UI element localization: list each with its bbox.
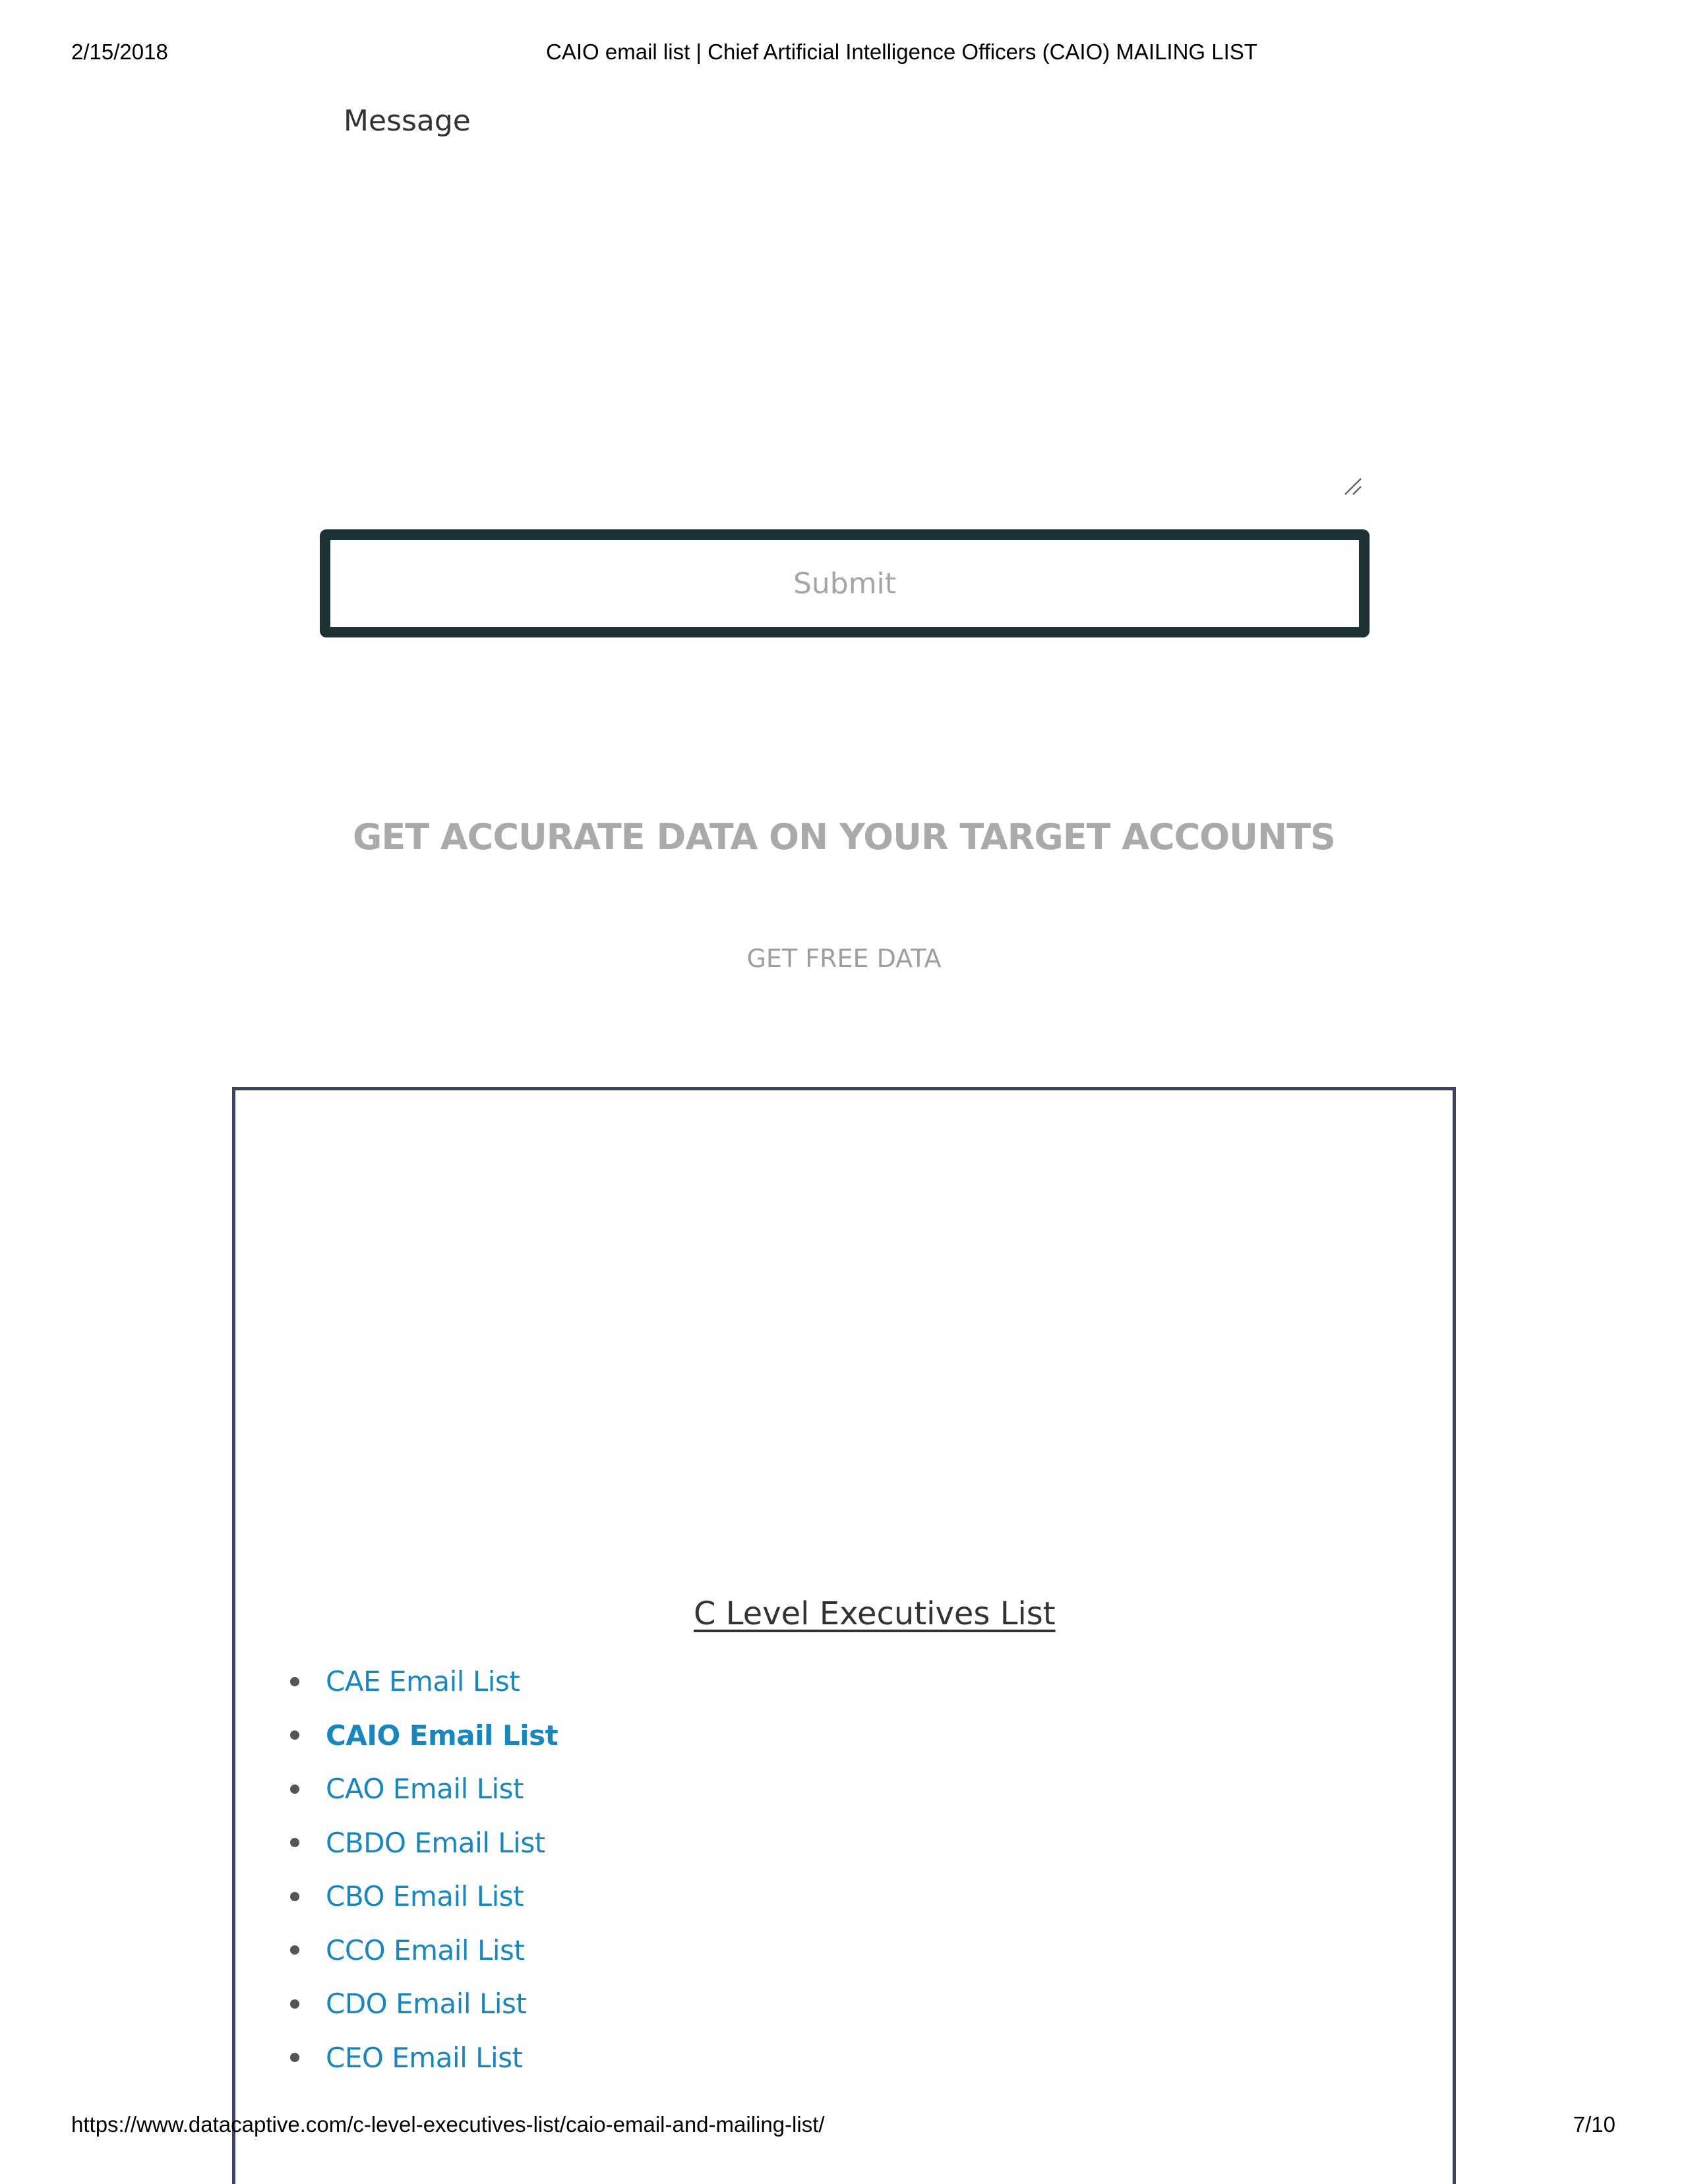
get-free-data-link[interactable]: GET FREE DATA	[746, 944, 942, 973]
list-item	[290, 1816, 558, 1870]
print-page-number: 7/10	[1573, 2112, 1615, 2137]
exec-list-link[interactable]: CDO Email List	[326, 1988, 527, 2021]
exec-list-link[interactable]: CBDO Email List	[326, 1826, 545, 1859]
exec-list-link[interactable]: CCO Email List	[326, 1933, 525, 1966]
print-date: 2/15/2018	[71, 40, 168, 64]
bullet-icon	[290, 1945, 299, 1955]
exec-list-link[interactable]: CAO Email List	[326, 1773, 524, 1806]
list-item	[290, 1924, 558, 1978]
bullet-icon	[290, 2053, 299, 2062]
resize-handle-icon[interactable]	[1342, 476, 1364, 497]
exec-list-link[interactable]: CAE Email List	[326, 1665, 520, 1698]
list-item	[290, 1709, 558, 1763]
exec-list-link[interactable]: CEO Email List	[326, 2041, 523, 2074]
bullet-icon	[290, 1785, 299, 1794]
bullet-icon	[290, 1677, 299, 1686]
exec-list-heading: C Level Executives List	[694, 1595, 1056, 1632]
list-item	[290, 1977, 558, 2031]
bullet-icon	[290, 1999, 299, 2009]
list-item	[290, 2031, 558, 2085]
exec-list-link[interactable]: CBO Email List	[326, 1880, 524, 1913]
message-label: Message	[344, 104, 471, 138]
exec-list	[290, 1655, 558, 2084]
bullet-icon	[290, 1838, 299, 1847]
list-item	[290, 1655, 558, 1709]
cta-heading: GET ACCURATE DATA ON YOUR TARGET ACCOUNTS	[353, 816, 1335, 858]
message-textarea[interactable]	[330, 150, 1370, 502]
list-item	[290, 1870, 558, 1924]
submit-button[interactable]: Submit	[320, 529, 1370, 637]
list-item	[290, 1762, 558, 1816]
bullet-icon	[290, 1892, 299, 1901]
print-title: CAIO email list | Chief Artificial Intelligence Officers (CAIO) MAILING LIST	[546, 40, 1257, 64]
print-url: https://www.datacaptive.com/c-level-executives-list/caio-email-and-mailing-list/	[71, 2112, 825, 2137]
bullet-icon	[290, 1730, 299, 1740]
exec-list-link-current[interactable]: CAIO Email List	[326, 1719, 558, 1752]
